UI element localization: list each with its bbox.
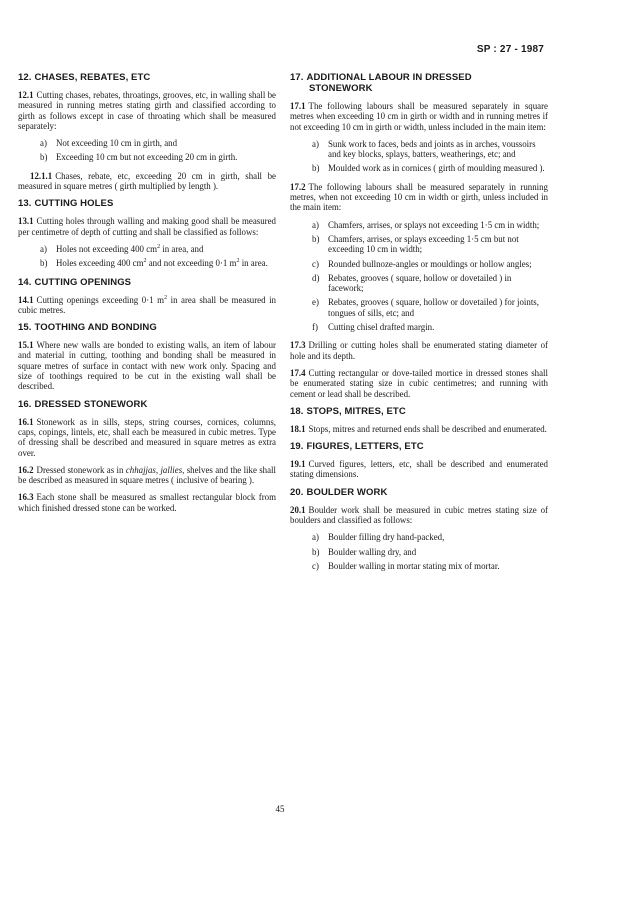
- right-column: [290, 72, 548, 579]
- list-item: b) Moulded work as in cornices ( girth of moulding measured ).: [312, 163, 545, 174]
- clause-15-1: 15.1 Where new walls are bonded to existing walls, an item of labour and material in cutting, toothing and bonding shall be measured in square metres of surface in contact with new work only. Spacing and size of toothings required to be cut in the existing wall shall be described.: [18, 340, 276, 392]
- clause-12-1: 12.1 Cutting chases, rebates, throatings, grooves, etc, in walling shall be measured in running metres stating girth and classified according to girth as follows except in case of throating which shall be measured separately:: [18, 90, 276, 131]
- heading-18: 18. STOPS, MITRES, ETC: [290, 405, 406, 417]
- clause-14-1: 14.1 Cutting openings exceeding 0·1 $m^2$ in area shall be measured in cubic metres.: [18, 294, 276, 315]
- clause-17-3: 17.3 Drilling or cutting holes shall be enumerated stating diameter of hole and its depth.: [290, 340, 548, 361]
- heading-16: 16. DRESSED STONEWORK: [18, 398, 148, 410]
- list-item: a) Boulder filling dry hand-packed,: [312, 532, 445, 543]
- list-item: a) Chamfers, arrises, or splays not exceeding 1·5 cm in width;: [312, 219, 540, 230]
- list-item: d) Rebates, grooves ( square, hollow or dovetailed ) in facework;: [312, 272, 512, 294]
- list-item: e) Rebates, grooves ( square, hollow or dovetailed ) for joints, tongues of sills, etc; and: [312, 297, 539, 318]
- clause-16-1: 16.1 Stonework as in sills, steps, string courses, cornices, columns, caps, copings, lintels, etc, shall each be measured in cubic metres. Type of dressing shall be described and measured in square metres as extra over.: [18, 416, 276, 458]
- clause-17-4: 17.4 Cutting rectangular or dove-tailed mortice in dressed stones shall be enumerated stating size in cubic centimetres; and running with cement or lead shall be described.: [290, 367, 548, 399]
- heading-17: 17. ADDITIONAL LABOUR IN DRESSED STONEWORK: [290, 72, 472, 94]
- clause-13-1: 13.1 Cutting holes through walling and making good shall be measured per centimetre of depth of cutting and shall be classified as follows:: [18, 216, 276, 237]
- list-item: f) Cutting chisel drafted margin.: [312, 322, 435, 333]
- list-13-1: [18, 244, 276, 269]
- clause-16-2: 16.2 Dressed stonework as in chhajjas, jallies, shelves and the like shall be described as measured in square metres ( inclusive of bearing ).: [18, 464, 276, 486]
- clause-17-1: 17.1 The following labours shall be measured separately in square metres when exceeding 10 cm in girth or width and in running metres if not exceeding 10 cm in girth or width, unless included in the main item:: [290, 101, 548, 132]
- page-number: 45: [275, 804, 285, 814]
- list-item: b) Holes exceeding 400 $cm^2$ and not exceeding 0·1 $m^2$ in area.: [40, 258, 268, 269]
- heading-15: 15. TOOTHING AND BONDING: [18, 322, 157, 334]
- list-17-1: [290, 139, 548, 174]
- clause-18-1: 18.1 Stops, mitres and returned ends shall be described and enumerated.: [290, 423, 547, 434]
- list-item: b) Exceeding 10 cm but not exceeding 20 cm in girth.: [40, 152, 238, 163]
- left-column: [18, 72, 276, 520]
- list-17-2: [290, 220, 548, 333]
- clause-19-1: 19.1 Curved figures, letters, etc, shall be described and enumerated stating dimensions.: [290, 459, 548, 480]
- list-item: b) Boulder walling dry, and: [312, 546, 417, 557]
- list-12-1: [18, 138, 276, 163]
- list-item: b) Chamfers, arrises, or splays exceeding 1·5 cm but not exceeding 10 cm in width;: [312, 233, 519, 255]
- clause-12-1-1: 12.1.1 Chases, rebate, etc, exceeding 20 cm in girth, shall be measured in square metres ( girth multiplied by length ).: [18, 170, 276, 192]
- clause-16-3: 16.3 Each stone shall be measured as smallest rectangular block from which finished dressed stone can be worked.: [18, 492, 276, 513]
- heading-12: 12. CHASES, REBATES, ETC: [18, 72, 151, 83]
- document-id: SP : 27 - 1987: [476, 44, 544, 55]
- heading-13: 13. CUTTING HOLES: [18, 198, 114, 210]
- list-item: a) Not exceeding 10 cm in girth, and: [40, 138, 178, 149]
- clause-20-1: 20.1 Boulder work shall be measured in cubic metres stating size of boulders and classified as follows:: [290, 504, 548, 526]
- list-20-1: [290, 532, 548, 571]
- heading-14: 14. CUTTING OPENINGS: [18, 276, 132, 288]
- heading-19: 19. FIGURES, LETTERS, ETC: [290, 441, 424, 453]
- clause-17-2: 17.2 The following labours shall be measured separately in running metres, when not exceeding 10 cm in width or girth, unless included in the main item:: [290, 181, 548, 213]
- list-item: a) Sunk work to faces, beds and joints as in arches, voussoirs and key blocks, splays, batters, weatherings, etc; and: [312, 138, 536, 160]
- heading-20: 20. BOULDER WORK: [290, 486, 388, 498]
- list-item: c) Boulder walling in mortar stating mix of mortar.: [312, 560, 500, 571]
- list-item: a) Holes not exceeding 400 $cm^2$ in area, and: [40, 243, 204, 254]
- list-item: c) Rounded bullnoze-angles or mouldings or hollow angles;: [312, 258, 532, 269]
